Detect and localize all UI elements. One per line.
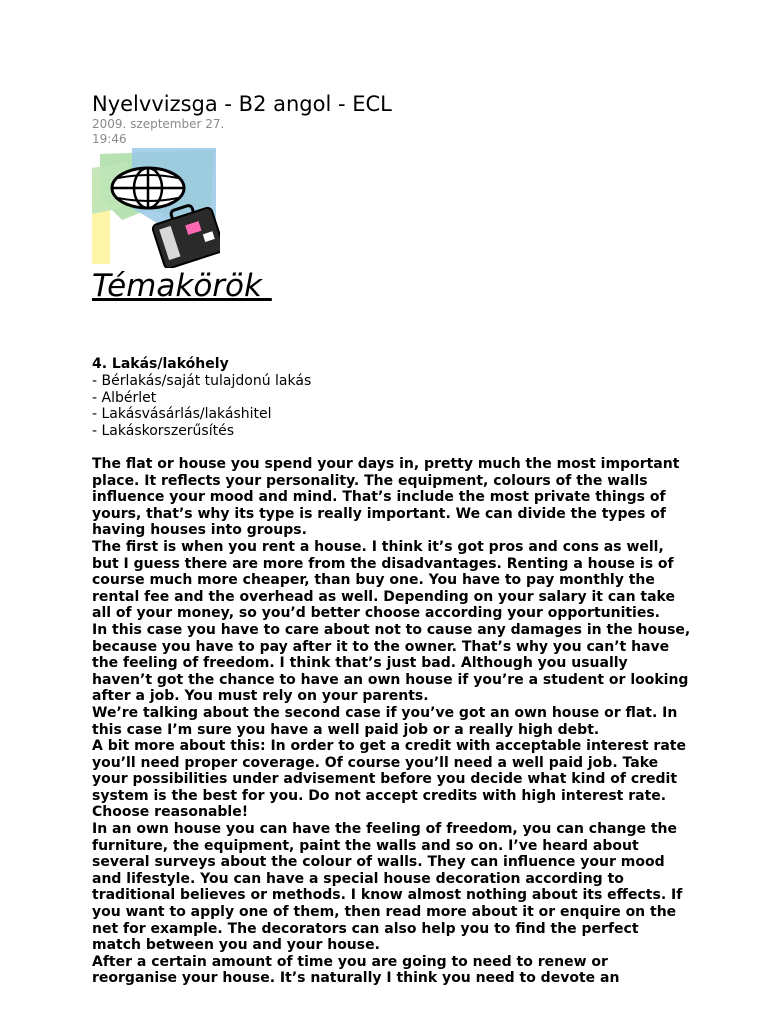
post-time: 19:46 [92,132,127,146]
page-title: Nyelvvizsga - B2 angol - ECL [92,92,392,116]
post-date: 2009. szeptember 27. [92,117,225,131]
topic-item: - Lakásvásárlás/lakáshitel [92,406,272,423]
paragraph: The first is when you rent a house. I think it’s got pros and cons as well, but I guess there are more from the disadvantages. Renting a house is of course much more cheaper, than buy one. You have to pay monthly the rental fee and the overhead as well. Depending on your salary it can take all of your money, so you’d better choose according your opportunities. [92,538,675,622]
topic-item: - Albérlet [92,389,157,406]
paragraph: In this case you have to care about not to cause any damages in the house, because you have to pay after it to the owner. That’s why you can’t have the feeling of freedom. I think that’s just bad. Although you usually haven’t got the chance to have an own house if you’re a student or looking after a job. You must rely on your parents. [92,621,691,705]
topic-list [92,356,311,440]
topic-title: 4. Lakás/lakóhely [92,356,229,372]
travel-clipart [92,148,220,268]
paragraph: A bit more about this: In order to get a credit with acceptable interest rate you’ll need proper coverage. Of course you’ll need a well paid job. Take your possibilities under advisement before you decide what kind of credit system is the best for you. Do not accept credits with high interest rate. Choose reasonable! [92,738,686,821]
topic-item: - Bérlakás/saját tulajdonú lakás [92,372,312,389]
paragraph: The flat or house you spend your days in, pretty much the most important place. It reflects your personality. The equipment, colours of the walls influence your mood and mind. That’s include the most private things of yours, that’s why its type is really important. We can divide the types of having houses into groups. [92,456,680,539]
section-heading: Témakörök [92,268,272,304]
paragraph: We’re talking about the second case if you’ve got an own house or flat. In this case I’m sure you have a well paid job or a really high debt. [92,704,678,738]
topic-item: - Lakáskorszerűsítés [92,423,235,440]
globe-icon [112,168,184,208]
essay-body [92,456,692,987]
paragraph: In an own house you can have the feeling of freedom, you can change the furniture, the equipment, paint the walls and so on. I’ve heard about several surveys about the colour of walls. They can influence your mood and lifestyle. You can have a special house decoration according to traditional believes or methods. I know almost nothing about its effects. If you want to apply one of them, then read more about it or enquire on the net for example. The decorators can also help you to find the perfect match between you and your house. [92,821,683,954]
post-timestamp [92,117,224,147]
paragraph: After a certain amount of time you are going to need to renew or reorganise your house. It’s naturally I think you need to devote an [92,953,620,987]
